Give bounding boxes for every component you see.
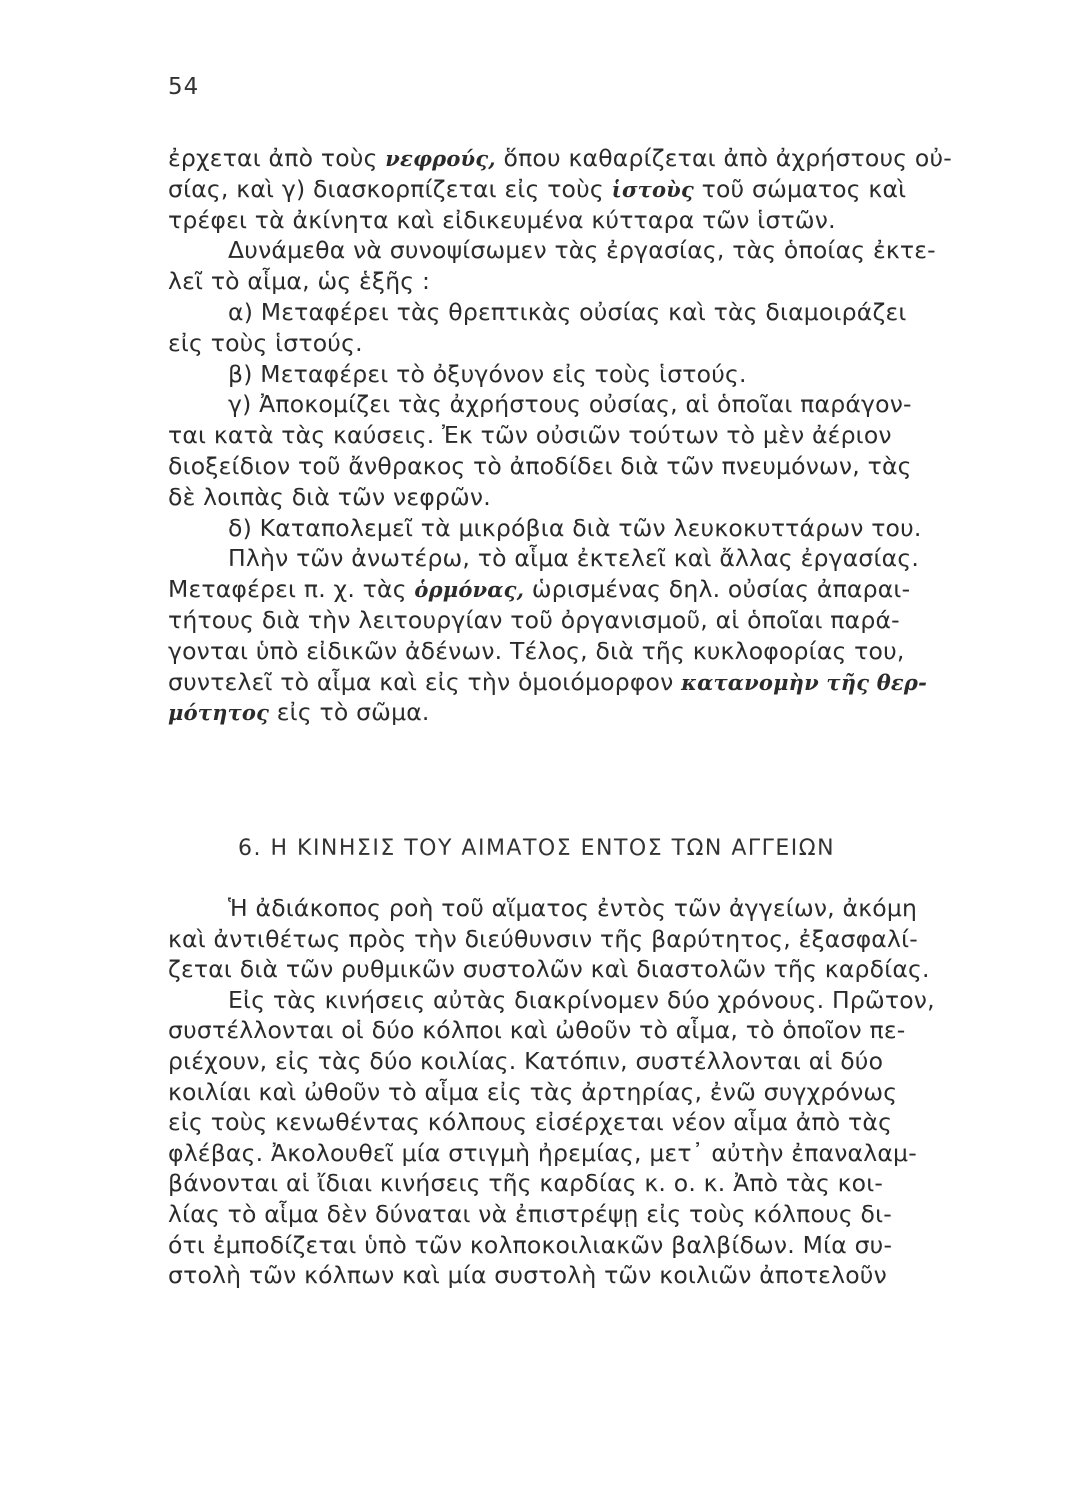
text-run: δὲ λοιπὰς διὰ τῶν νεφρῶν. [168, 482, 491, 511]
text-run: δ) Καταπολεμεῖ τὰ μικρόβια διὰ τῶν λευκοκυττάρων του. [228, 513, 922, 542]
emphasized-term: κατανομὴν τῆς θερ- [681, 669, 927, 695]
text-line [168, 1138, 998, 1168]
text-line [168, 667, 998, 698]
text-line [168, 205, 998, 235]
text-run: Μεταφέρει π. χ. τὰς [168, 575, 415, 604]
text-line [168, 574, 998, 605]
text-run: συντελεῖ τὸ αἷμα καὶ εἰς τὴν ὁμοιόμορφον [168, 667, 682, 696]
text-run: τρέφει τὰ ἀκίνητα καὶ εἰδικευμένα κύτταρα τῶν ἱστῶν. [168, 205, 836, 234]
text-line [168, 420, 998, 450]
text-line [228, 893, 998, 923]
text-line [228, 985, 998, 1015]
text-line [168, 636, 998, 666]
text-run: γ) Ἀποκομίζει τὰς ἀχρήστους οὐσίας, αἱ ὁποῖαι παράγον- [228, 390, 912, 419]
text-run: ζεται διὰ τῶν ρυθμικῶν συστολῶν καὶ διαστολῶν τῆς καρδίας. [168, 955, 930, 984]
text-line [228, 513, 998, 543]
text-run: α) Μεταφέρει τὰς θρεπτικὰς οὐσίας καὶ τὰς διαμοιράζει [228, 298, 907, 326]
text-run: Πλὴν τῶν ἀνωτέρω, τὸ αἷμα ἐκτελεῖ καὶ ἄλλας ἐργασίας. [228, 544, 919, 573]
text-line [168, 143, 998, 174]
emphasized-term: μότητος [168, 700, 270, 726]
text-run: Δυνάμεθα νὰ συνοψίσωμεν τὰς ἐργασίας, τὰς ὁποίας ἐκτε- [228, 236, 936, 265]
text-line [168, 1107, 998, 1137]
text-run: ται κατὰ τὰς καύσεις. Ἐκ τῶν οὐσιῶν τούτων τὸ μὲν ἀέριον [168, 421, 892, 450]
text-run: εἰς τοὺς ἱστούς. [168, 328, 363, 357]
text-line [168, 1077, 998, 1107]
emphasized-term: νεφρούς, [385, 146, 496, 171]
text-run: ριέχουν, εἰς τὰς δύο κοιλίας. Κατόπιν, συστέλλονται αἱ δύο [168, 1047, 884, 1075]
text-run: τήτους διὰ τὴν λειτουργίαν τοῦ ὀργανισμοῦ, αἱ ὁποῖαι παρά- [168, 606, 900, 634]
text-line [168, 605, 998, 635]
text-run: βάνονται αἱ ἴδιαι κινήσεις τῆς καρδίας κ. ο. κ. Ἀπὸ τὰς κοι- [168, 1169, 884, 1198]
text-line [168, 266, 998, 296]
text-line [168, 1199, 998, 1229]
text-line [168, 482, 998, 512]
text-run: ότι ἐμποδίζεται ὑπὸ τῶν κολποκοιλιακῶν βαλβίδων. Μία συ- [168, 1230, 893, 1259]
text-line [168, 1260, 998, 1290]
text-line [228, 389, 998, 419]
text-line [168, 924, 998, 954]
emphasized-term: ἱστοὺς [611, 176, 694, 202]
text-run: κοιλίαι καὶ ὠθοῦν τὸ αἷμα εἰς τὰς ἀρτηρίας, ἐνῶ συγχρόνως [168, 1077, 898, 1106]
section-heading: 6. Η ΚΙΝΗΣΙΣ ΤΟΥ ΑΙΜΑΤΟΣ ΕΝΤΟΣ ΤΩΝ ΑΓΓΕΙΩΝ [238, 836, 836, 861]
text-run: Ἡ ἀδιάκοπος ροὴ τοῦ αἵματος ἐντὸς τῶν ἀγγείων, ἀκόμη [228, 894, 918, 922]
text-run: λεῖ τὸ αἷμα, ὡς ἑξῆς : [168, 267, 431, 296]
text-line [228, 235, 998, 265]
text-run: σίας, καὶ γ) διασκορπίζεται εἰς τοὺς [168, 174, 612, 203]
text-run: εἰς τοὺς κενωθέντας κόλπους εἰσέρχεται νέον αἷμα ἀπὸ τὰς [168, 1108, 893, 1137]
text-run: τοῦ σώματος καὶ [693, 174, 907, 203]
text-run: διοξείδιον τοῦ ἄνθρακος τὸ ἀποδίδει διὰ τῶν πνευμόνων, τὰς [168, 452, 912, 480]
text-line [168, 1168, 998, 1198]
emphasized-term: ὁρμόνας, [414, 577, 525, 603]
text-run: φλέβας. Ἀκολουθεῖ μία στιγμὴ ἠρεμίας, μετ᾽ αὐτὴν ἐπαναλαμ- [168, 1138, 917, 1167]
text-line [168, 1230, 998, 1260]
text-run: ὅπου καθαρίζεται ἀπὸ ἀχρήστους οὐ- [495, 144, 952, 172]
page-number: 54 [168, 74, 200, 100]
text-line [168, 954, 998, 984]
text-run: ἐρχεται ἀπὸ τοὺς [168, 144, 386, 172]
text-line [228, 543, 998, 573]
text-run: λίας τὸ αἷμα δὲν δύναται νὰ ἐπιστρέψῃ εἰς τοὺς κόλπους δι- [168, 1200, 892, 1228]
text-line [228, 297, 998, 327]
text-line [168, 328, 998, 358]
text-run: γονται ὑπὸ εἰδικῶν ἀδένων. Τέλος, διὰ τῆς κυκλοφορίας του, [168, 636, 905, 665]
text-line [168, 697, 998, 728]
text-run: β) Μεταφέρει τὸ ὀξυγόνον εἰς τοὺς ἱστούς. [228, 359, 747, 388]
text-line [168, 1015, 998, 1045]
text-line [168, 451, 998, 481]
text-line [228, 359, 998, 389]
text-line [168, 1046, 998, 1076]
text-line [168, 174, 998, 205]
text-run: καὶ ἀντιθέτως πρὸς τὴν διεύθυνσιν τῆς βαρύτητος, ἐξασφαλί- [168, 924, 918, 953]
text-run: συστέλλονται οἱ δύο κόλποι καὶ ὠθοῦν τὸ αἷμα, τὸ ὁποῖον πε- [168, 1016, 906, 1045]
text-run: εἰς τὸ σῶμα. [269, 698, 430, 727]
text-run: Εἰς τὰς κινήσεις αὐτὰς διακρίνομεν δύο χρόνους. Πρῶτον, [228, 985, 935, 1014]
text-run: στολὴ τῶν κόλπων καὶ μία συστολὴ τῶν κοιλιῶν ἀποτελοῦν [168, 1261, 887, 1290]
text-run: ὡρισμένας δηλ. οὐσίας ἀπαραι- [524, 575, 911, 604]
